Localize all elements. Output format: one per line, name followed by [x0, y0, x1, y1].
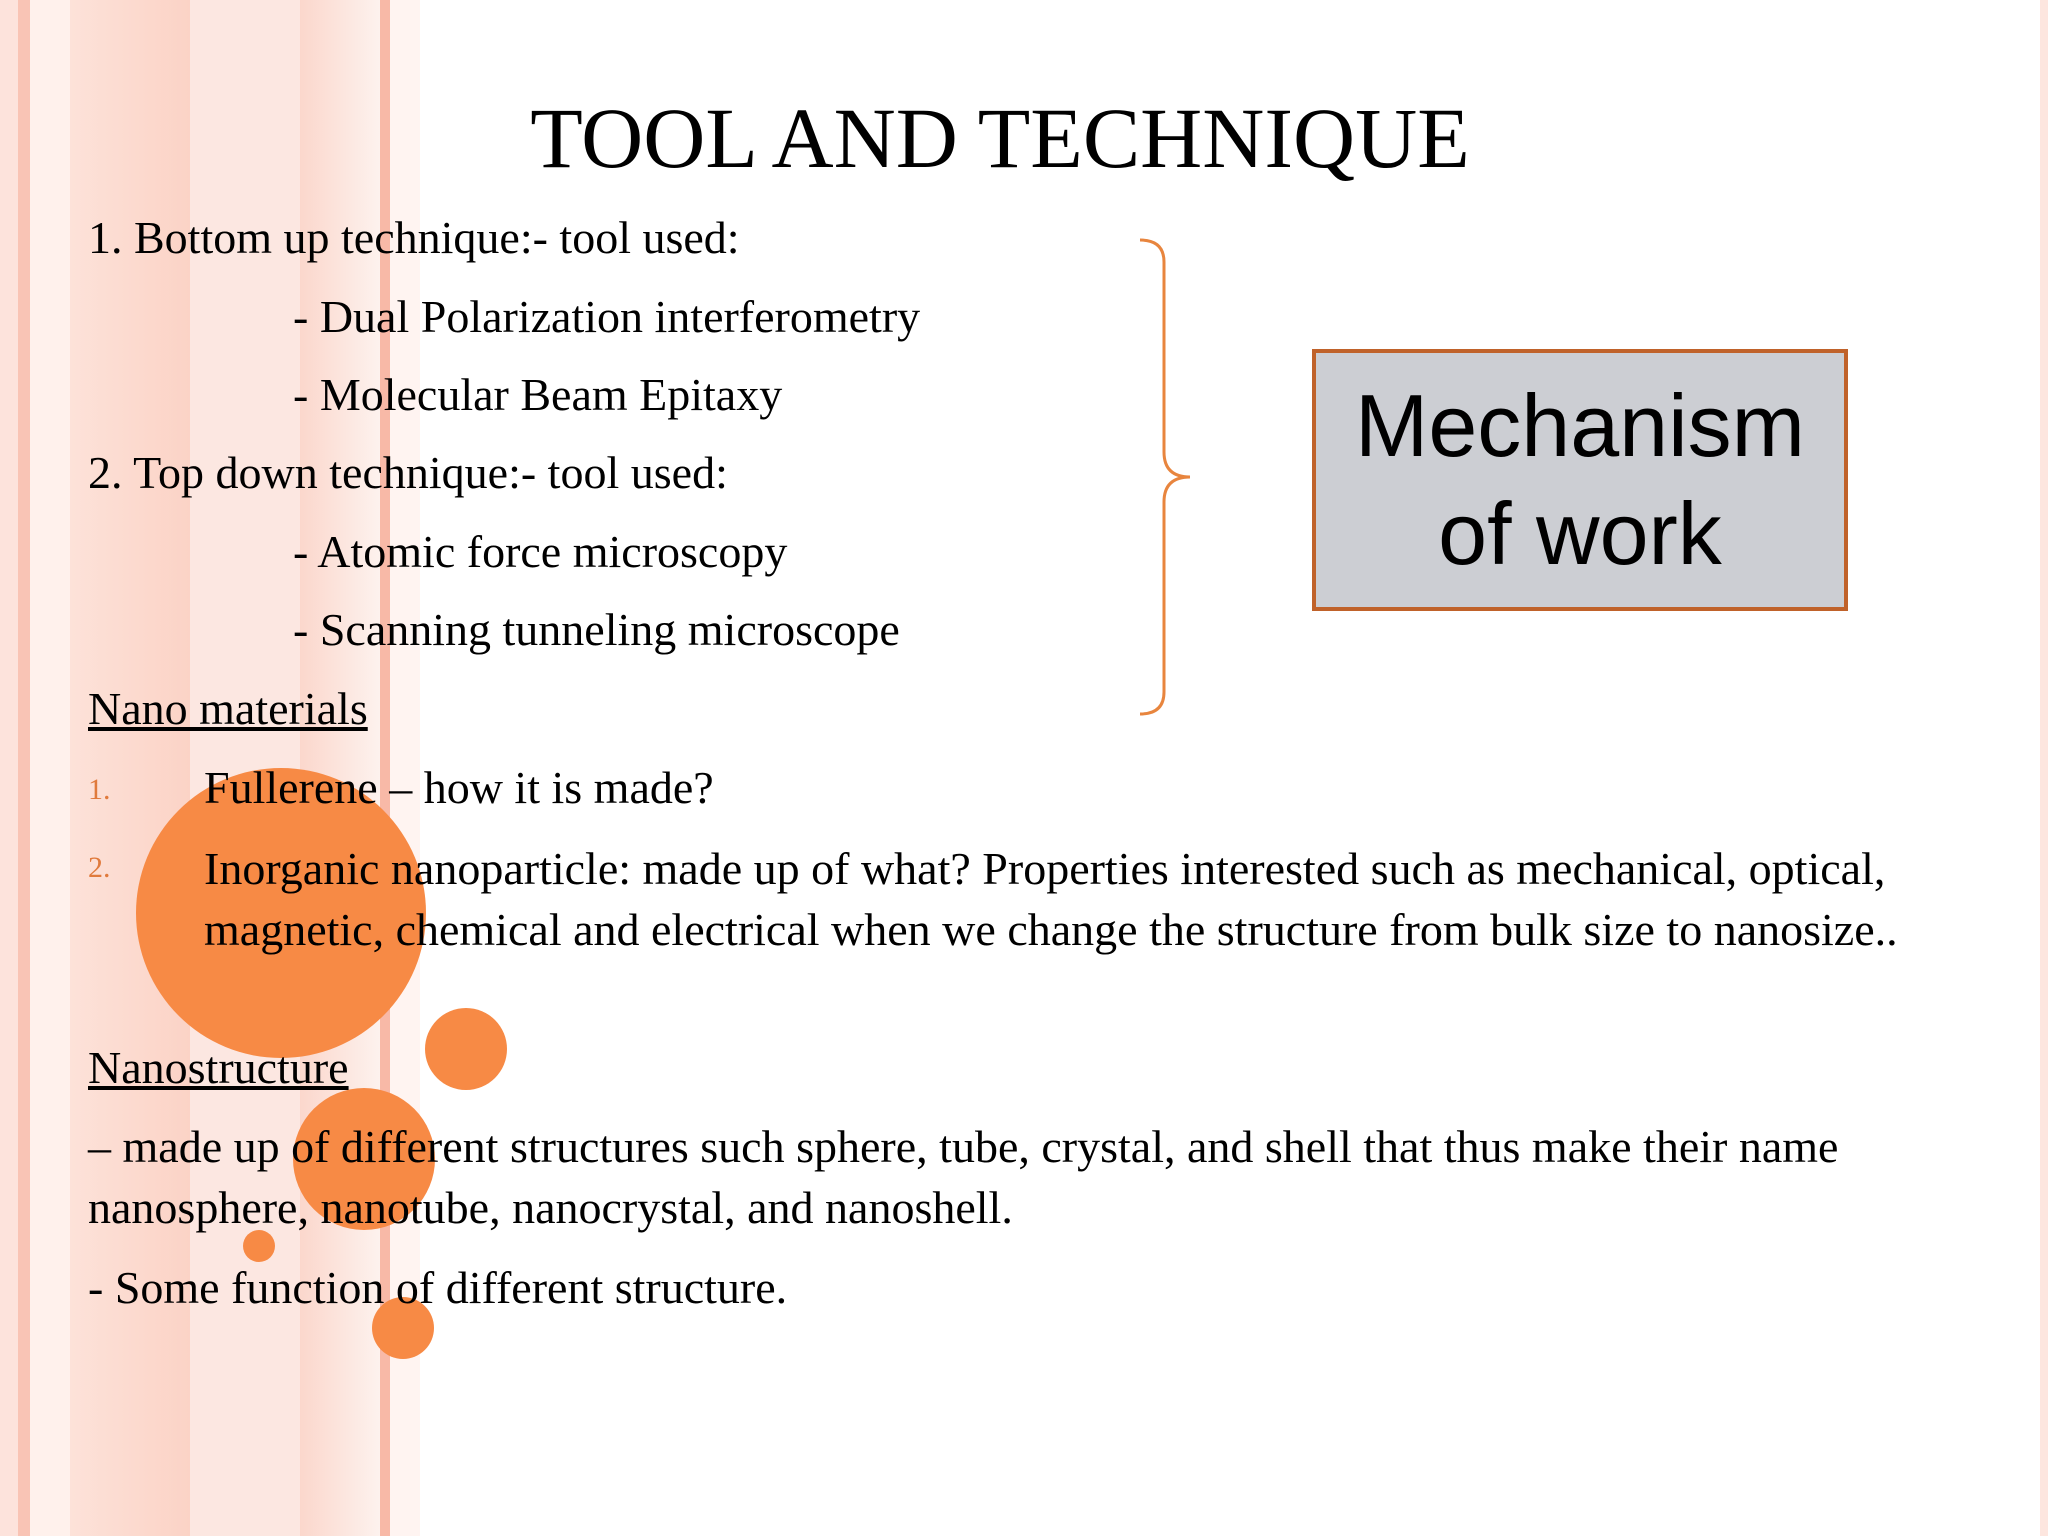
top-down-heading: 2. Top down technique:- tool used: — [88, 447, 728, 498]
right-stripe — [2040, 0, 2048, 1536]
list-item: Inorganic nanoparticle: made up of what? Properties interested such as mechanical, optical, magnetic, chemical and electrical when we change the structure from bulk size to nanosize.. — [204, 843, 1898, 955]
curly-brace — [1120, 232, 1200, 722]
bottom-up-heading: 1. Bottom up technique:- tool used: — [88, 212, 740, 263]
tool-item: - Dual Polarization interferometry — [293, 291, 921, 342]
tool-item: - Molecular Beam Epitaxy — [293, 369, 783, 420]
mechanism-label: Mechanism of work — [1355, 376, 1805, 583]
medium-circle — [425, 1008, 507, 1090]
function-line: - Some function of different structure. — [88, 1262, 788, 1313]
nanostructure-description: – made up of different structures such sphere, tube, crystal, and shell that thus make their name nanosphere, nanotube, nanocrystal, and nanoshell. — [88, 1121, 1839, 1233]
list-item: Fullerene – how it is made? — [204, 762, 714, 813]
tool-item: - Atomic force microscopy — [293, 526, 788, 577]
nano-materials-heading: Nano materials — [88, 683, 368, 734]
list-number: 2. — [88, 851, 111, 884]
page-title: TOOL AND TECHNIQUE — [530, 90, 1470, 186]
list-number: 1. — [88, 773, 111, 806]
tool-item: - Scanning tunneling microscope — [293, 604, 900, 655]
mechanism-box — [1312, 349, 1848, 611]
nanostructure-heading: Nanostructure — [88, 1042, 349, 1093]
